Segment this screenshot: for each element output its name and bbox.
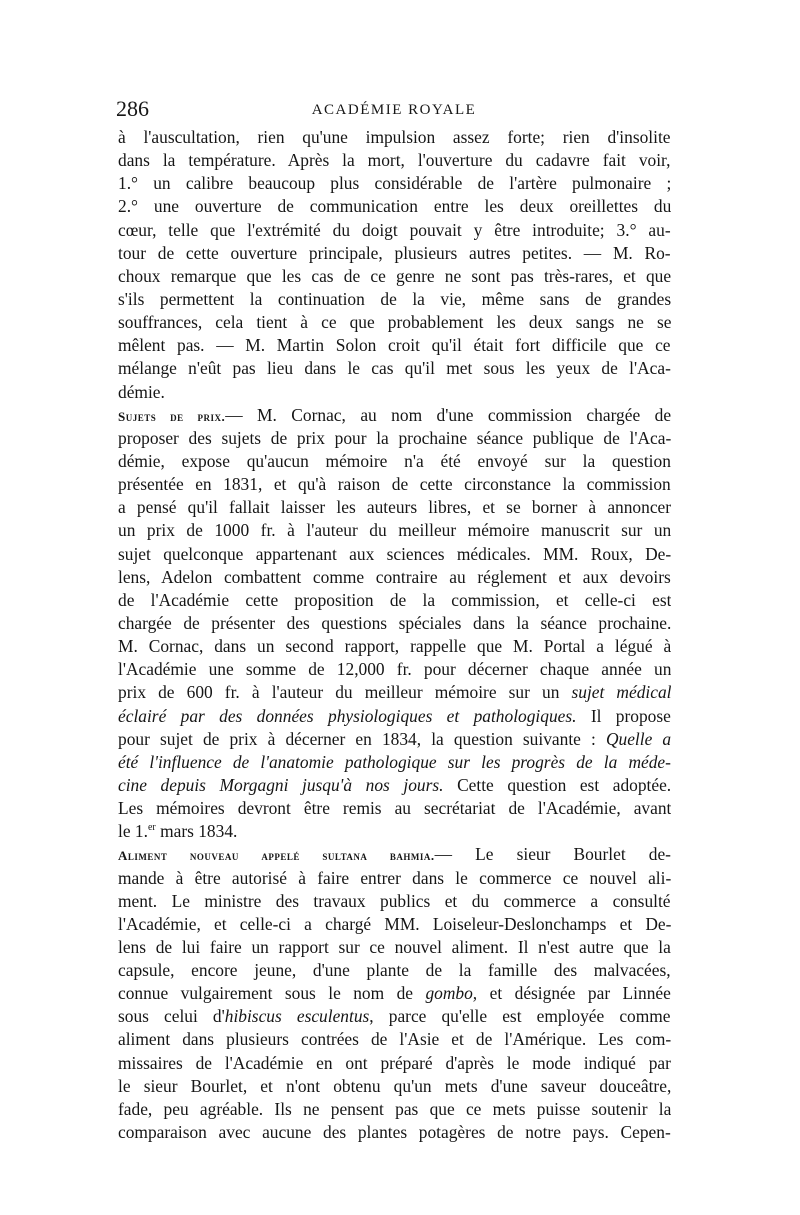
text-line: chargée de présenter des questions spéciales dans la séance prochaine. bbox=[118, 612, 671, 633]
text-line: 1.° un calibre beaucoup plus considérable de l'artère pulmonaire ; bbox=[118, 173, 671, 194]
text-line bbox=[118, 820, 671, 843]
text-fragment: — Le sieur Bourlet de- bbox=[434, 844, 671, 865]
text-line: lens, Adelon combattent comme contraire au réglement et aux devoirs bbox=[118, 566, 671, 587]
text-line: de l'Académie cette proposition de la commission, et celle-ci est bbox=[118, 589, 671, 610]
text-fragment: Cette question est adoptée. bbox=[443, 774, 671, 795]
text-line bbox=[118, 982, 671, 1005]
page-number: 286 bbox=[116, 96, 149, 121]
text-line: ment. Le ministre des travaux publics et du commerce a consulté bbox=[118, 890, 671, 911]
text-line bbox=[118, 681, 671, 704]
text-line: fade, peu agréable. Ils ne pensent pas que ce mets puisse soutenir la bbox=[118, 1098, 671, 1119]
text-line: été l'influence de l'anatomie pathologique sur les progrès de la méde- bbox=[118, 751, 671, 772]
text-line: démie, expose qu'aucun mémoire n'a été envoyé sur la question bbox=[118, 450, 671, 471]
text-line: choux remarque que les cas de ce genre ne sont pas très-rares, et que bbox=[118, 265, 671, 286]
italic-fragment: cine depuis Morgagni jusqu'à nos jours. bbox=[118, 774, 444, 795]
text-fragment: prix de 600 fr. à l'auteur du meilleur mémoire sur un bbox=[118, 682, 572, 703]
text-line: sujet quelconque appartenant aux sciences médicales. MM. Roux, De- bbox=[118, 543, 671, 564]
text-line: capsule, encore jeune, d'une plante de la famille des malvacées, bbox=[118, 960, 671, 981]
page-body bbox=[118, 126, 671, 1144]
text-line bbox=[118, 705, 671, 728]
text-fragment: et désignée par Linnée bbox=[477, 983, 671, 1004]
section-heading: Sujets de prix. bbox=[118, 408, 226, 424]
text-line: comparaison avec aucune des plantes potagères de notre pays. Cepen- bbox=[118, 1122, 671, 1143]
text-line: missaires de l'Académie en ont préparé d'après le mode indiqué par bbox=[118, 1052, 671, 1073]
text-line: s'ils permettent la continuation de la vie, même sans de grandes bbox=[118, 288, 671, 309]
italic-fragment: gombo, bbox=[425, 983, 478, 1004]
superscript: er bbox=[147, 822, 156, 834]
text-fragment: connue vulgairement sous le nom de bbox=[118, 983, 426, 1004]
text-line: 2.° une ouverture de communication entre les deux oreillettes du bbox=[118, 196, 671, 217]
text-line bbox=[118, 728, 671, 751]
text-fragment: le 1. bbox=[118, 821, 148, 842]
text-line: tour de cette ouverture principale, plusieurs autres petites. — M. Ro- bbox=[118, 242, 671, 263]
italic-fragment: éclairé par des données physiologiques et pathologiques. bbox=[118, 705, 577, 726]
text-line: présentée en 1831, et qu'à raison de cette circonstance la commission bbox=[118, 474, 671, 495]
text-line: mande à être autorisé à faire entrer dans le commerce ce nouvel ali- bbox=[118, 867, 671, 888]
text-fragment: , parce qu'elle est employée comme bbox=[369, 1006, 671, 1027]
text-line: souffrances, cela tient à ce que probablement les deux sangs ne se bbox=[118, 312, 671, 333]
text-line bbox=[118, 774, 671, 797]
italic-fragment: sujet médical bbox=[571, 682, 671, 703]
text-line: un prix de 1000 fr. à l'auteur du meilleur mémoire manuscrit sur un bbox=[118, 520, 671, 541]
page-header bbox=[116, 96, 672, 124]
text-line: M. Cornac, dans un second rapport, rappelle que M. Portal a légué à bbox=[118, 636, 671, 657]
text-fragment: pour sujet de prix à décerner en 1834, la question suivante : bbox=[118, 728, 606, 749]
text-line: à l'auscultation, rien qu'une impulsion assez forte; rien d'insolite bbox=[118, 127, 671, 147]
running-head: ACADÉMIE ROYALE bbox=[311, 102, 477, 118]
text-line: l'Académie, et celle-ci a chargé MM. Loiseleur-Deslonchamps et De- bbox=[118, 913, 671, 934]
text-line: lens de lui faire un rapport sur ce nouvel aliment. Il n'est autre que la bbox=[118, 936, 671, 957]
text-line: mêlent pas. — M. Martin Solon croit qu'il était fort difficile que ce bbox=[118, 335, 671, 356]
section-first-line bbox=[118, 843, 671, 866]
text-fragment: sous celui d' bbox=[118, 1006, 225, 1027]
text-line: le sieur Bourlet, et n'ont obtenu qu'un mets d'une saveur douceâtre, bbox=[118, 1075, 671, 1096]
text-line: mélange n'eût pas lieu dans le cas qu'il met sous les yeux de l'Aca- bbox=[118, 358, 671, 379]
italic-fragment: hibiscus esculentus bbox=[224, 1006, 370, 1027]
text-line: aliment dans plusieurs contrées de l'Asie et de l'Amérique. Les com- bbox=[118, 1029, 671, 1050]
section-heading: Aliment nouveau appelé sultana bahmia. bbox=[118, 848, 435, 864]
text-line: cœur, telle que l'extrémité du doigt pouvait y être introduite; 3.° au- bbox=[118, 219, 671, 240]
text-line: dans la température. Après la mort, l'ouverture du cadavre fait voir, bbox=[118, 150, 671, 171]
text-line: l'Académie une somme de 12,000 fr. pour décerner chaque année un bbox=[118, 659, 671, 680]
text-line: Les mémoires devront être remis au secrétariat de l'Académie, avant bbox=[118, 798, 671, 819]
text-fragment: Il propose bbox=[576, 705, 671, 726]
text-line: proposer des sujets de prix pour la prochaine séance publique de l'Aca- bbox=[118, 427, 671, 448]
text-line: a pensé qu'il fallait laisser les auteurs libres, et se borner à annoncer bbox=[118, 497, 671, 518]
text-line bbox=[118, 1005, 671, 1028]
text-fragment: — M. Cornac, au nom d'une commission chargée de bbox=[225, 404, 671, 425]
italic-fragment: Quelle a bbox=[605, 728, 671, 749]
text-line: démie. bbox=[118, 381, 165, 402]
section-first-line bbox=[118, 404, 671, 427]
text-fragment: mars 1834. bbox=[155, 821, 238, 842]
